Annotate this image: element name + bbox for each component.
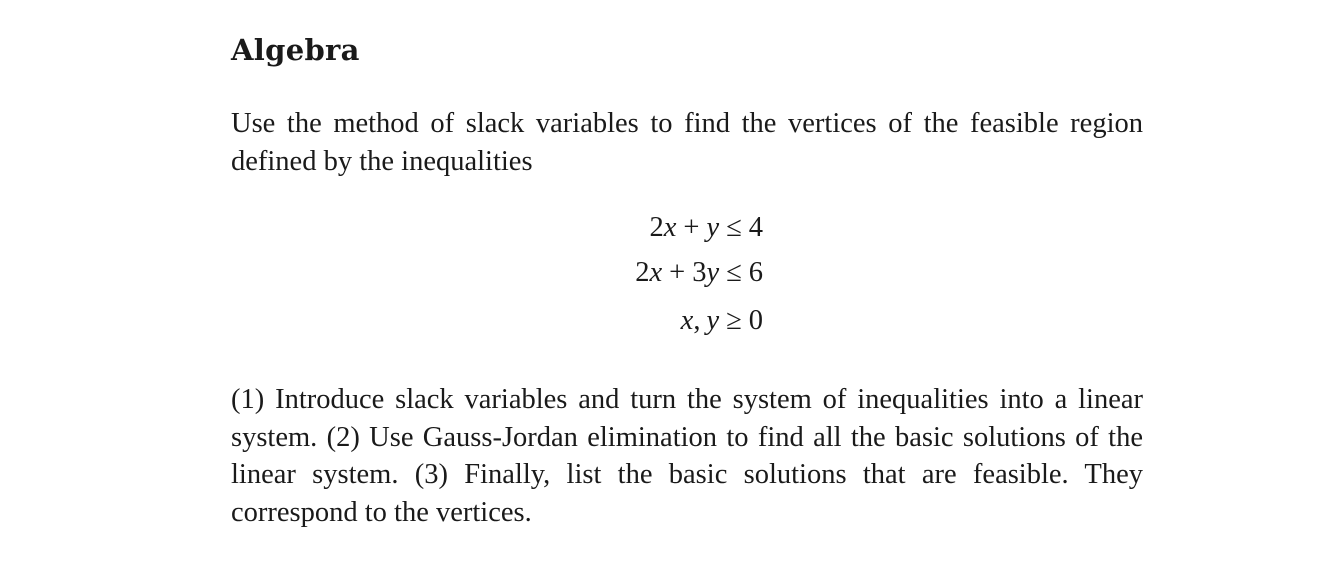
- math-token: y: [706, 212, 720, 243]
- math-token: 3: [692, 257, 707, 288]
- math-token: +: [683, 212, 700, 243]
- math-token: ,: [693, 305, 701, 336]
- math-token: x: [663, 212, 677, 243]
- math-token: 2: [635, 257, 650, 288]
- inequality-3: [681, 305, 763, 337]
- math-token: y: [706, 305, 720, 336]
- math-token: x: [680, 305, 694, 336]
- problem-steps: (1) Introduce slack variables and turn the system of inequalities into a linear system. (2) Use Gauss-Jordan elimination to find all the basic solutions of the linear system. (3) Finally, list the basic solutions that are feasible. They correspond to the vertices.: [231, 384, 1143, 528]
- math-token: +: [669, 257, 686, 288]
- section-heading: Algebra: [231, 33, 360, 67]
- math-token: y: [706, 257, 720, 288]
- inequality-1: [649, 212, 763, 244]
- rhs-value: 0: [748, 305, 763, 336]
- problem-intro: Use the method of slack variables to find the vertices of the feasible region defined by the inequalities: [231, 108, 1143, 177]
- relation-symbol: ≤: [726, 257, 742, 288]
- rhs-value: 6: [748, 257, 763, 288]
- math-token: 2: [649, 212, 664, 243]
- rhs-value: 4: [748, 212, 763, 243]
- relation-symbol: ≤: [726, 212, 742, 243]
- relation-symbol: ≥: [726, 305, 742, 336]
- math-token: x: [649, 257, 663, 288]
- inequality-2: [635, 257, 763, 289]
